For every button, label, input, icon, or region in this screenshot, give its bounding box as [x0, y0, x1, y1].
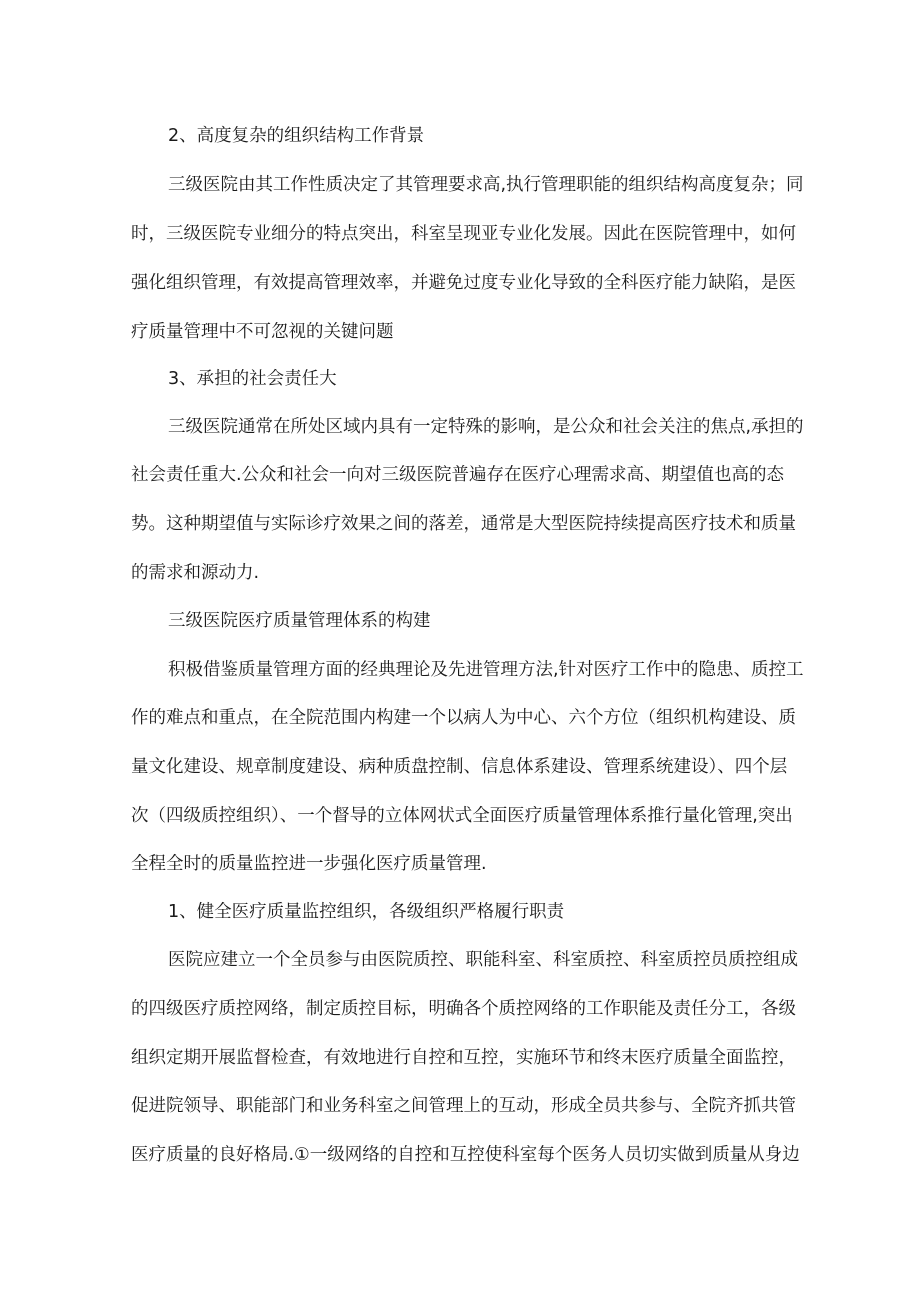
paragraph-line: 社会责任重大.公众和社会一向对三级医院普遍存在医疗心理需求高、期望值也高的态 [131, 465, 785, 485]
paragraph-line: 三级医院由其工作性质决定了其管理要求高,执行管理职能的组织结构高度复杂；同 [168, 175, 804, 195]
section-heading-construction: 三级医院医疗质量管理体系的构建 [168, 611, 431, 631]
paragraph-line: 量文化建设、规章制度建设、病种质盘控制、信息体系建设、管理系统建设）、四个层 [131, 757, 788, 777]
paragraph-line: 医院应建立一个全员参与由医院质控、职能科室、科室质控、科室质控员质控组成 [168, 950, 798, 970]
paragraph-line: 促进院领导、职能部门和业务科室之间管理上的互动，形成全员共参与、全院齐抓共管 [131, 1096, 796, 1116]
paragraph-line: 三级医院通常在所处区域内具有一定特殊的影响，是公众和社会关注的焦点,承担的 [168, 417, 804, 437]
paragraph-line: 时，三级医院专业细分的特点突出，科室呈现亚专业化发展。因此在医院管理中，如何 [131, 224, 796, 244]
paragraph-line: 的需求和源动力. [131, 563, 260, 583]
paragraph-line: 医疗质量的良好格局.①一级网络的自控和互控使科室每个医务人员切实做到质量从身边 [131, 1145, 800, 1165]
paragraph-line: 积极借鉴质量管理方面的经典理论及先进管理方法,针对医疗工作中的隐患、质控工 [168, 660, 804, 680]
paragraph-line: 次（四级质控组织）、一个督导的立体网状式全面医疗质量管理体系推行量化管理,突出 [131, 806, 793, 826]
section-heading-1: 1、健全医疗质量监控组织，各级组织严格履行职责 [168, 902, 565, 922]
paragraph-line: 的四级医疗质控网络，制定质控目标，明确各个质控网络的工作职能及责任分工，各级 [131, 999, 796, 1019]
section-heading-2: 2、高度复杂的组织结构工作背景 [168, 126, 425, 146]
paragraph-line: 全程全时的质量监控进一步强化医疗质量管理. [131, 854, 487, 874]
section-heading-3: 3、承担的社会责任大 [168, 369, 337, 389]
paragraph-line: 强化组织管理，有效提高管理效率，并避免过度专业化导致的全科医疗能力缺陷，是医 [131, 273, 796, 293]
paragraph-line: 势。这种期望值与实际诊疗效果之间的落差，通常是大型医院持续提高医疗技术和质量 [131, 514, 796, 534]
paragraph-line: 作的难点和重点，在全院范围内构建一个以病人为中心、六个方位（组织机构建设、质 [131, 708, 796, 728]
paragraph-line: 组织定期开展监督检查，有效地进行自控和互控，实施环节和终末医疗质量全面监控， [131, 1048, 796, 1068]
paragraph-line: 疗质量管理中不可忽视的关键问题 [131, 322, 394, 342]
